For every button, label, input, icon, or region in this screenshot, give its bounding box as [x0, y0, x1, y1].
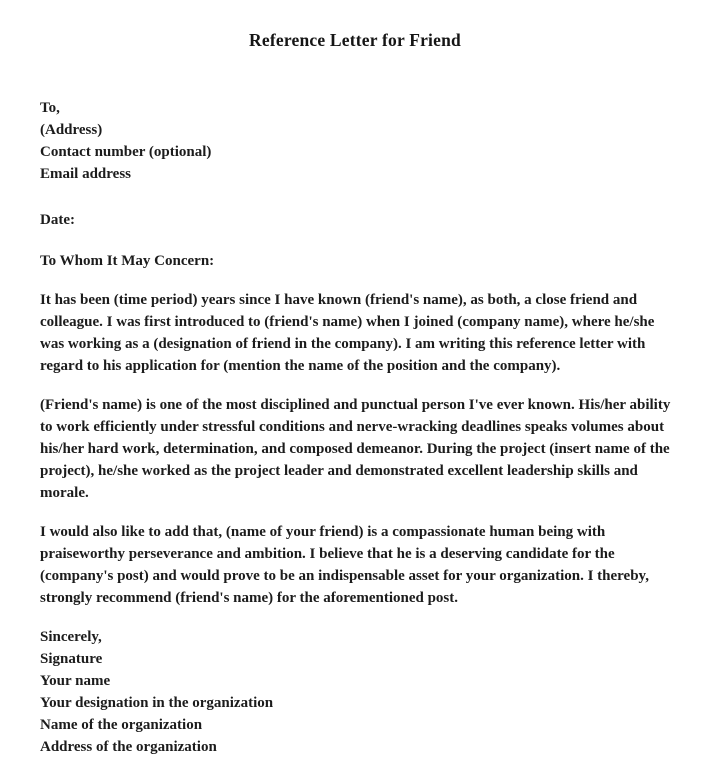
closing-line-org-name: Name of the organization — [40, 717, 203, 733]
page-title: Reference Letter for Friend — [249, 30, 461, 50]
closing-line-your-name: Your name — [40, 673, 111, 689]
date-label: Date: — [40, 212, 75, 228]
letter-paragraph-2: (Friend's name) is one of the most disciplined and punctual person I've ever known. His/her ability to work efficiently under stressful conditions and nerve-wracking deadlines speaks volumes about his/her hard work, determination, and composed demeanor. During the project (insert name of the project), he/she worked as the project leader and demonstrated excellent leadership skills and morale. — [40, 397, 671, 501]
closing-line-designation: Your designation in the organization — [40, 695, 274, 711]
closing-block — [40, 626, 670, 758]
closing-line-org-address: Address of the organization — [40, 739, 217, 755]
recipient-line-to: To, — [40, 100, 60, 116]
letter-paragraph-3: I would also like to add that, (name of your friend) is a compassionate human being with praiseworthy perseverance and ambition. I believe that he is a deserving candidate for the (company's post) and would prove to be an indispensable asset for your organization. I thereby, strongly recommend (friend's name) for the aforementioned post. — [40, 524, 649, 606]
recipient-line-address: (Address) — [40, 122, 103, 138]
closing-line-sincerely: Sincerely, — [40, 629, 102, 645]
closing-line-signature: Signature — [40, 651, 103, 667]
recipient-line-contact: Contact number (optional) — [40, 144, 212, 160]
recipient-block — [40, 97, 670, 185]
salutation: To Whom It May Concern: — [40, 253, 215, 269]
recipient-line-email: Email address — [40, 166, 131, 182]
letter-paragraph-1: It has been (time period) years since I have known (friend's name), as both, a close friend and colleague. I was first introduced to (friend's name) when I joined (company name), where he/she was working as a (designation of friend in the company). I am writing this reference letter with regard to his application for (mention the name of the position and the company). — [40, 292, 655, 374]
